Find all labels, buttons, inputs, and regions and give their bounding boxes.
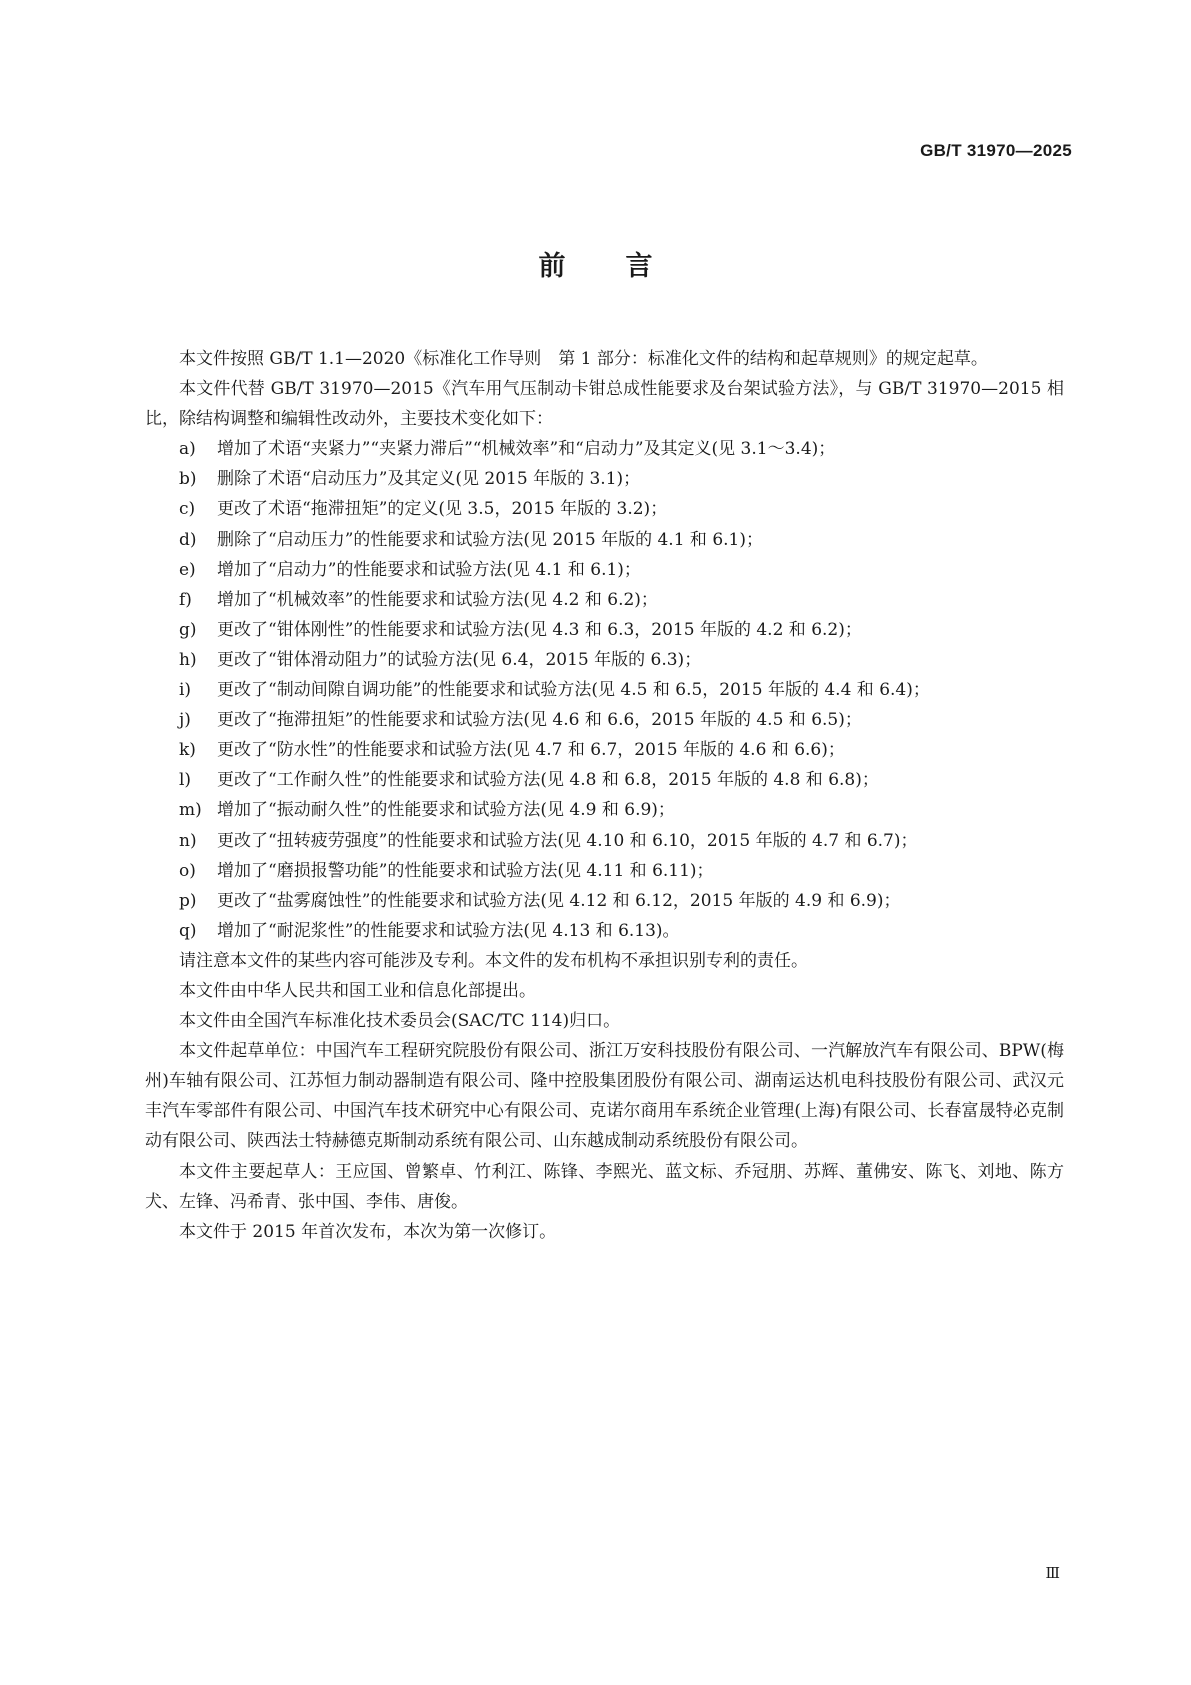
committee-statement: 本文件由全国汽车标准化技术委员会(SAC/TC 114)归口。: [179, 1011, 621, 1032]
list-item: [145, 464, 1064, 494]
list-item-text: 更改了“盐雾腐蚀性”的性能要求和试验方法(见 4.12 和 6.12，2015 年版的 4.9 和 6.9)；: [217, 890, 901, 911]
list-item: [145, 525, 1064, 555]
list-item: [145, 615, 1064, 645]
list-item-text: 更改了术语“拖滞扭矩”的定义(见 3.5，2015 年版的 3.2)；: [217, 499, 668, 520]
list-item-label: o): [179, 860, 196, 881]
list-item-text: 删除了“启动压力”的性能要求和试验方法(见 2015 年版的 4.1 和 6.1)；: [217, 529, 763, 550]
list-item-text: 删除了术语“启动压力”及其定义(见 2015 年版的 3.1)；: [217, 469, 641, 490]
list-item: [145, 856, 1064, 886]
foreword-body: [145, 344, 1064, 1247]
list-item: [145, 555, 1064, 585]
intro-paragraph: 本文件按照 GB/T 1.1—2020《标准化工作导则 第 1 部分：标准化文件的结构和起草规则》的规定起草。: [179, 349, 988, 369]
list-item-text: 增加了“耐泥浆性”的性能要求和试验方法(见 4.13 和 6.13)。: [217, 920, 680, 941]
list-item: [145, 645, 1064, 675]
list-item-label: p): [179, 890, 197, 911]
publication-history: 本文件于 2015 年首次发布，本次为第一次修订。: [179, 1221, 557, 1242]
list-item: [145, 886, 1064, 916]
list-item: [145, 765, 1064, 795]
list-item-label: d): [179, 529, 197, 550]
list-item-label: j): [179, 710, 191, 731]
list-item: [145, 795, 1064, 825]
list-item-label: h): [179, 649, 197, 670]
list-item-text: 增加了“机械效率”的性能要求和试验方法(见 4.2 和 6.2)；: [217, 589, 658, 610]
list-item-label: l): [179, 770, 192, 791]
list-item-text: 更改了“防水性”的性能要求和试验方法(见 4.7 和 6.7，2015 年版的 4.6 和 6.6)；: [217, 740, 845, 761]
document-code: GB/T 31970—2025: [920, 141, 1072, 160]
list-item: [145, 735, 1064, 765]
list-item-text: 更改了“扭转疲劳强度”的性能要求和试验方法(见 4.10 和 6.10，2015 年版的 4.7 和 6.7)；: [217, 830, 918, 851]
list-item-text: 更改了“制动间隙自调功能”的性能要求和试验方法(见 4.5 和 6.5，2015 年版的 4.4 和 6.4)；: [217, 680, 930, 701]
list-item-text: 增加了术语“夹紧力”“夹紧力滞后”“机械效率”和“启动力”及其定义(见 3.1～3.4)；: [217, 439, 836, 460]
page-title: 前言: [538, 251, 713, 282]
list-item: [145, 705, 1064, 735]
drafting-organizations: 本文件起草单位：中国汽车工程研究院股份有限公司、浙江万安科技股份有限公司、一汽解放汽车有限公司、BPW(梅州)车轴有限公司、江苏恒力制动器制造有限公司、隆中控股集团股份有限公司、湖南运达机电科技股份有限公司、武汉元丰汽车零部件有限公司、中国汽车技术研究中心有限公司、克诺尔商用车系统企业管理(上海)有限公司、长春富晟特必克制动有限公司、陕西法士特赫德克斯制动系统有限公司、山东越成制动系统股份有限公司。: [145, 1041, 1064, 1152]
list-item: [145, 675, 1064, 705]
changes-list: [145, 434, 1064, 946]
list-item-text: 增加了“启动力”的性能要求和试验方法(见 4.1 和 6.1)；: [217, 559, 641, 580]
list-item-label: b): [179, 469, 197, 490]
list-item-text: 更改了“拖滞扭矩”的性能要求和试验方法(见 4.6 和 6.6，2015 年版的 4.5 和 6.5)；: [217, 710, 862, 731]
patent-notice: 请注意本文件的某些内容可能涉及专利。本文件的发布机构不承担识别专利的责任。: [179, 950, 808, 971]
list-item: [145, 585, 1064, 615]
list-item-label: q): [179, 920, 197, 941]
list-item-text: 更改了“工作耐久性”的性能要求和试验方法(见 4.8 和 6.8，2015 年版的 4.8 和 6.8)；: [217, 770, 879, 791]
intro-paragraph: 本文件代替 GB/T 31970—2015《汽车用气压制动卡钳总成性能要求及台架试验方法》，与 GB/T 31970—2015 相比，除结构调整和编辑性改动外，主要技术变化如下：: [145, 379, 1064, 430]
main-drafters: 本文件主要起草人：王应国、曾繁卓、竹利江、陈锋、李熙光、蓝文标、乔冠朋、苏辉、董佛安、陈飞、刘地、陈方犬、左锋、冯希青、张中国、李伟、唐俊。: [145, 1161, 1064, 1212]
list-item: [145, 434, 1064, 464]
list-item-label: m): [179, 800, 202, 821]
list-item: [145, 826, 1064, 856]
page-number: Ⅲ: [1045, 1564, 1060, 1582]
list-item-label: n): [179, 830, 197, 851]
list-item-label: k): [179, 740, 196, 761]
list-item-label: f): [179, 589, 192, 610]
list-item-text: 更改了“钳体滑动阻力”的试验方法(见 6.4，2015 年版的 6.3)；: [217, 649, 702, 670]
list-item-label: g): [179, 619, 197, 640]
list-item-label: e): [179, 559, 196, 580]
list-item-label: a): [179, 439, 196, 460]
list-item-label: i): [179, 680, 192, 701]
list-item-text: 增加了“磨损报警功能”的性能要求和试验方法(见 4.11 和 6.11)；: [217, 860, 714, 881]
list-item-label: c): [179, 499, 196, 520]
list-item: [145, 494, 1064, 524]
list-item-text: 增加了“振动耐久性”的性能要求和试验方法(见 4.9 和 6.9)；: [217, 800, 675, 821]
proposer-statement: 本文件由中华人民共和国工业和信息化部提出。: [179, 980, 536, 1001]
list-item: [145, 916, 1064, 946]
list-item-text: 更改了“钳体刚性”的性能要求和试验方法(见 4.3 和 6.3，2015 年版的 4.2 和 6.2)；: [217, 619, 862, 640]
